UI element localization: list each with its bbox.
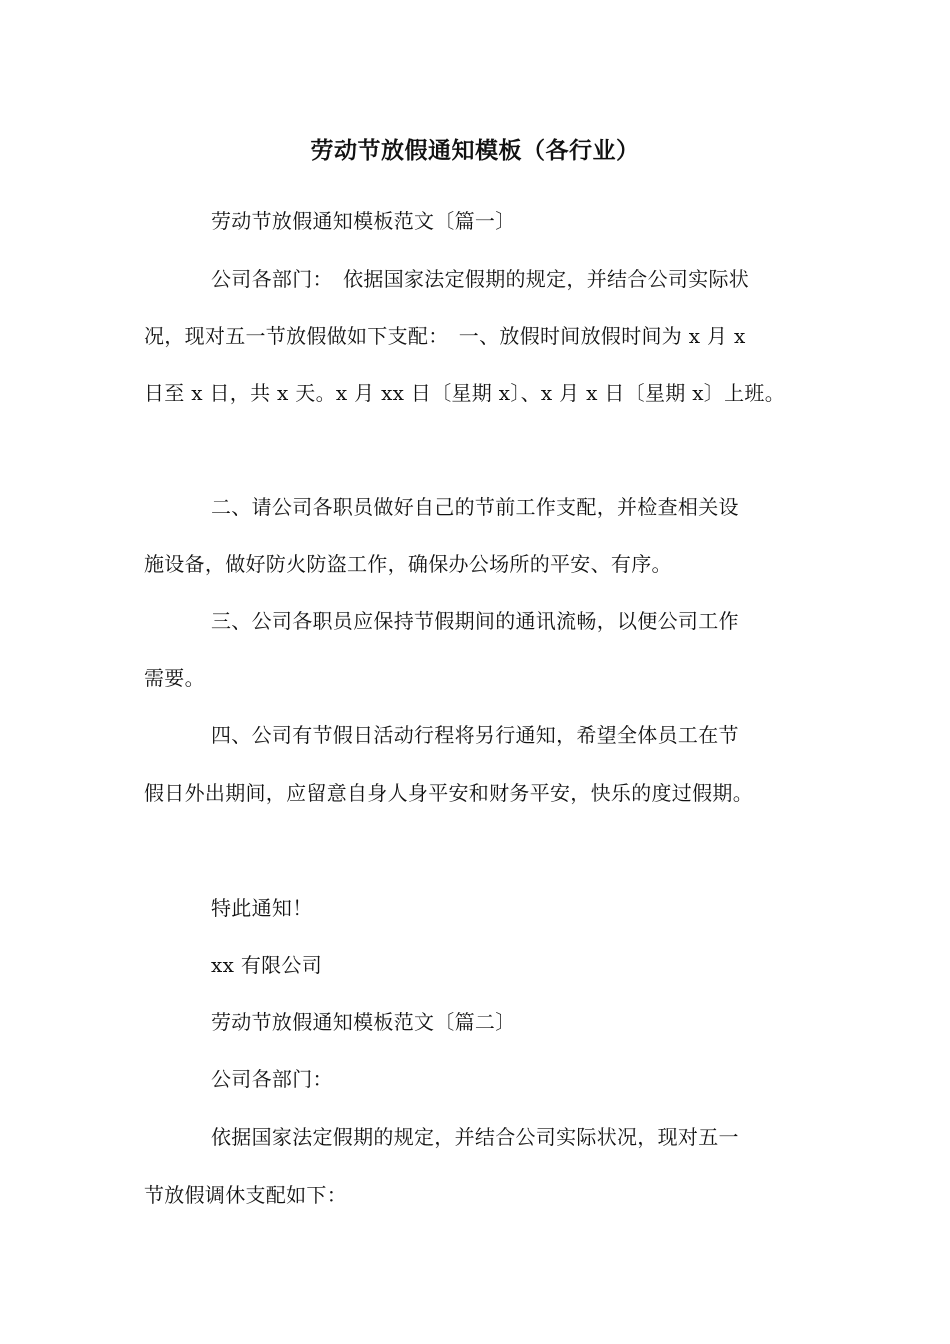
paragraph-line: 二、请公司各职员做好自己的节前工作支配，并检查相关设 (211, 495, 739, 519)
paragraph-line: 公司各部门： (211, 1067, 333, 1091)
closing-line: 特此通知！ (211, 896, 313, 920)
paragraph-line: 假日外出期间，应留意自身人身平安和财务平安，快乐的度过假期。 (144, 781, 753, 805)
paragraph-line: 需要。 (144, 666, 205, 690)
section-heading-1: 劳动节放假通知模板范文〔篇一〕 (211, 209, 516, 233)
section-heading-2: 劳动节放假通知模板范文〔篇二〕 (211, 1010, 516, 1034)
paragraph-line: 节放假调休支配如下： (144, 1183, 347, 1207)
paragraph-line: 日至 x 日，共 x 天。x 月 xx 日〔星期 x〕、x 月 x 日〔星期 x〕上班。 (144, 381, 786, 405)
paragraph-line: 公司各部门： 依据国家法定假期的规定，并结合公司实际状 (211, 267, 750, 291)
paragraph-line: 施设备，做好防火防盗工作，确保办公场所的平安、有序。 (144, 552, 672, 576)
paragraph-line: 依据国家法定假期的规定，并结合公司实际状况，现对五一 (211, 1125, 739, 1149)
paragraph-line: 四、公司有节假日活动行程将另行通知，希望全体员工在节 (211, 723, 739, 747)
paragraph-line: 况，现对五一节放假做如下支配： 一、放假时间放假时间为 x 月 x (144, 324, 746, 348)
signature-line: xx 有限公司 (211, 953, 323, 977)
document-title: 劳动节放假通知模板（各行业） (310, 137, 640, 164)
paragraph-line: 三、公司各职员应保持节假期间的通讯流畅，以便公司工作 (211, 609, 739, 633)
